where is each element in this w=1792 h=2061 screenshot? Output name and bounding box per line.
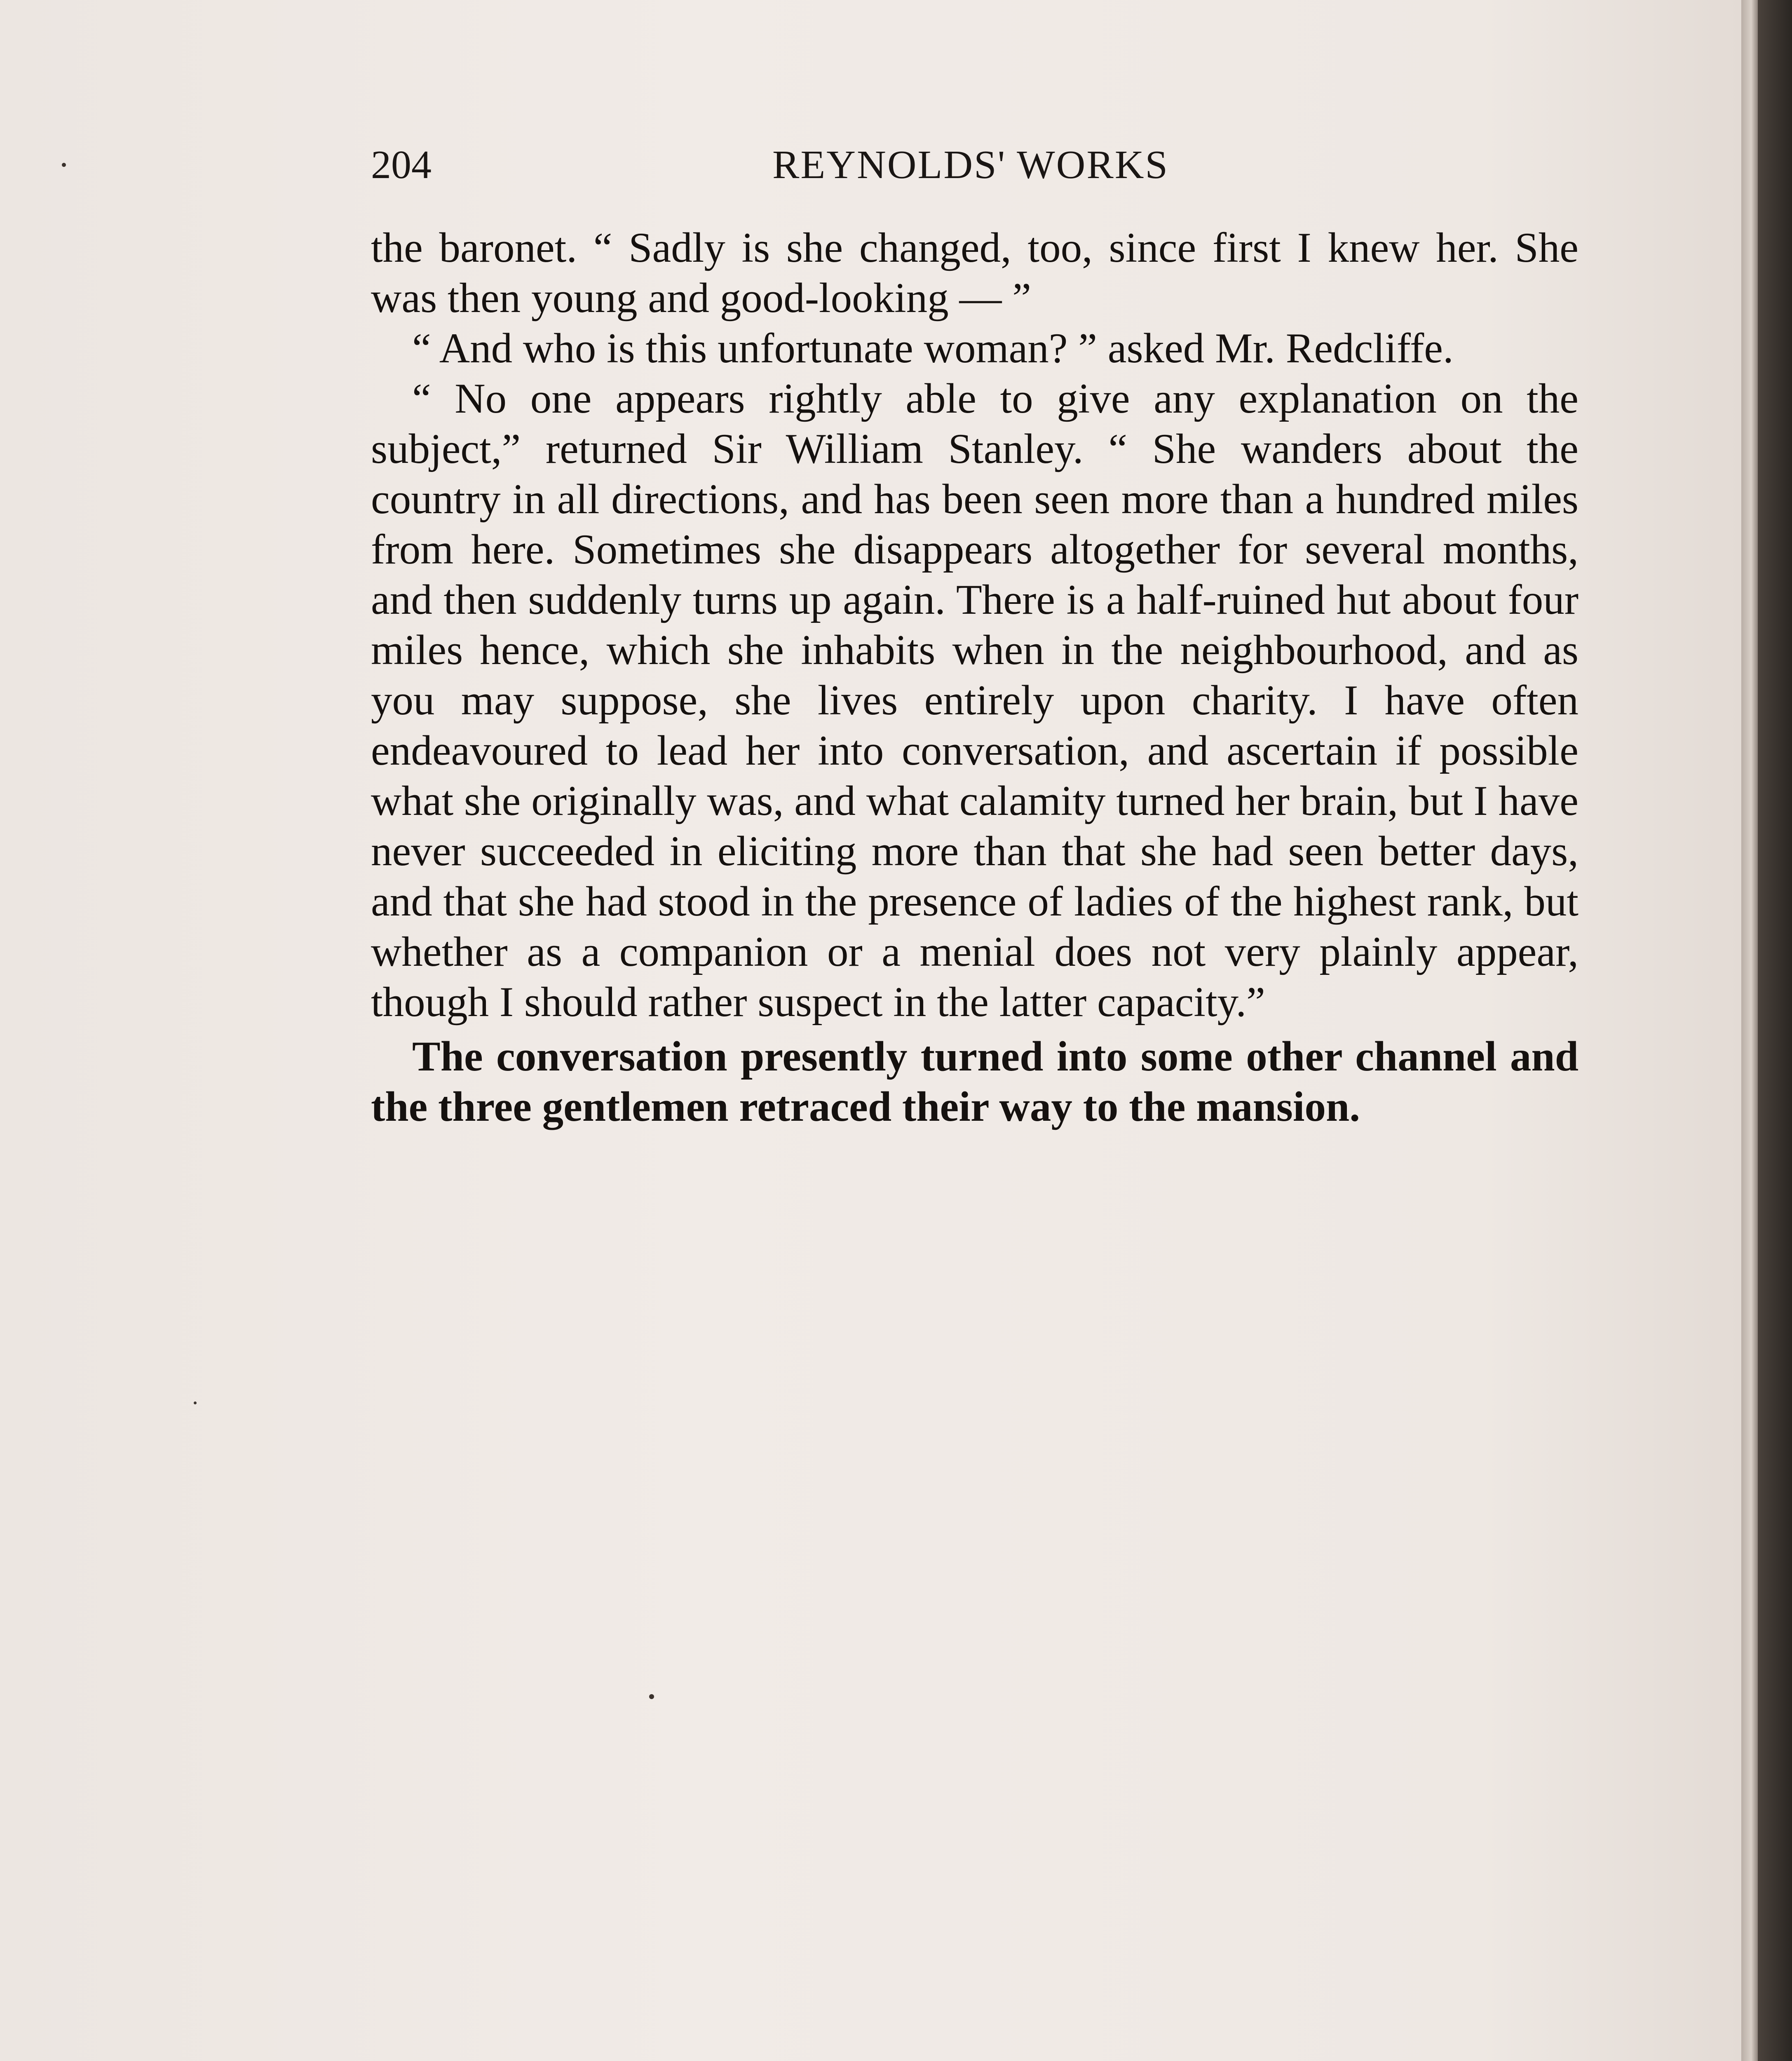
page-number: 204 (371, 143, 432, 187)
body-text (371, 223, 1579, 1132)
page-header (371, 136, 1570, 194)
paper-speck (62, 163, 66, 167)
paragraph: the baronet. “ Sadly is she changed, too, since first I knew her. She was then young and good-looking — ” (371, 224, 1579, 322)
paragraph: “ No one appears rightly able to give any explanation on the subject,” returned Sir William Stanley. “ She wanders about the country in all directions, and has been seen more than a hundred miles from here. Sometimes she disappears altogether for several months, and then suddenly turns up again. There is a half-ruined hut about four miles hence, which she inhabits when in the neighbourhood, and as you may suppose, she lives entirely upon charity. I have often endeavoured to lead her into conversation, and ascertain if possible what she originally was, and what calamity turned her brain, but I have never succeeded in eliciting more than that she had seen better days, and that she had stood in the presence of ladies of the highest rank, but whether as a companion or a menial does not very plainly appear, though I should rather suspect in the latter capacity.” (371, 375, 1579, 1026)
paragraph: “ And who is this unfortunate woman? ” asked Mr. Redcliffe. (412, 325, 1454, 372)
page-shadow (1758, 0, 1792, 2061)
running-head: REYNOLDS' WORKS (772, 143, 1169, 187)
page-edge (1741, 0, 1758, 2061)
paragraph-closing: The conversation presently turned into some other channel and the three gentlemen retraced their way to the mansion. (371, 1033, 1579, 1130)
paper-speck (649, 1694, 654, 1699)
paper-speck (194, 1401, 197, 1404)
